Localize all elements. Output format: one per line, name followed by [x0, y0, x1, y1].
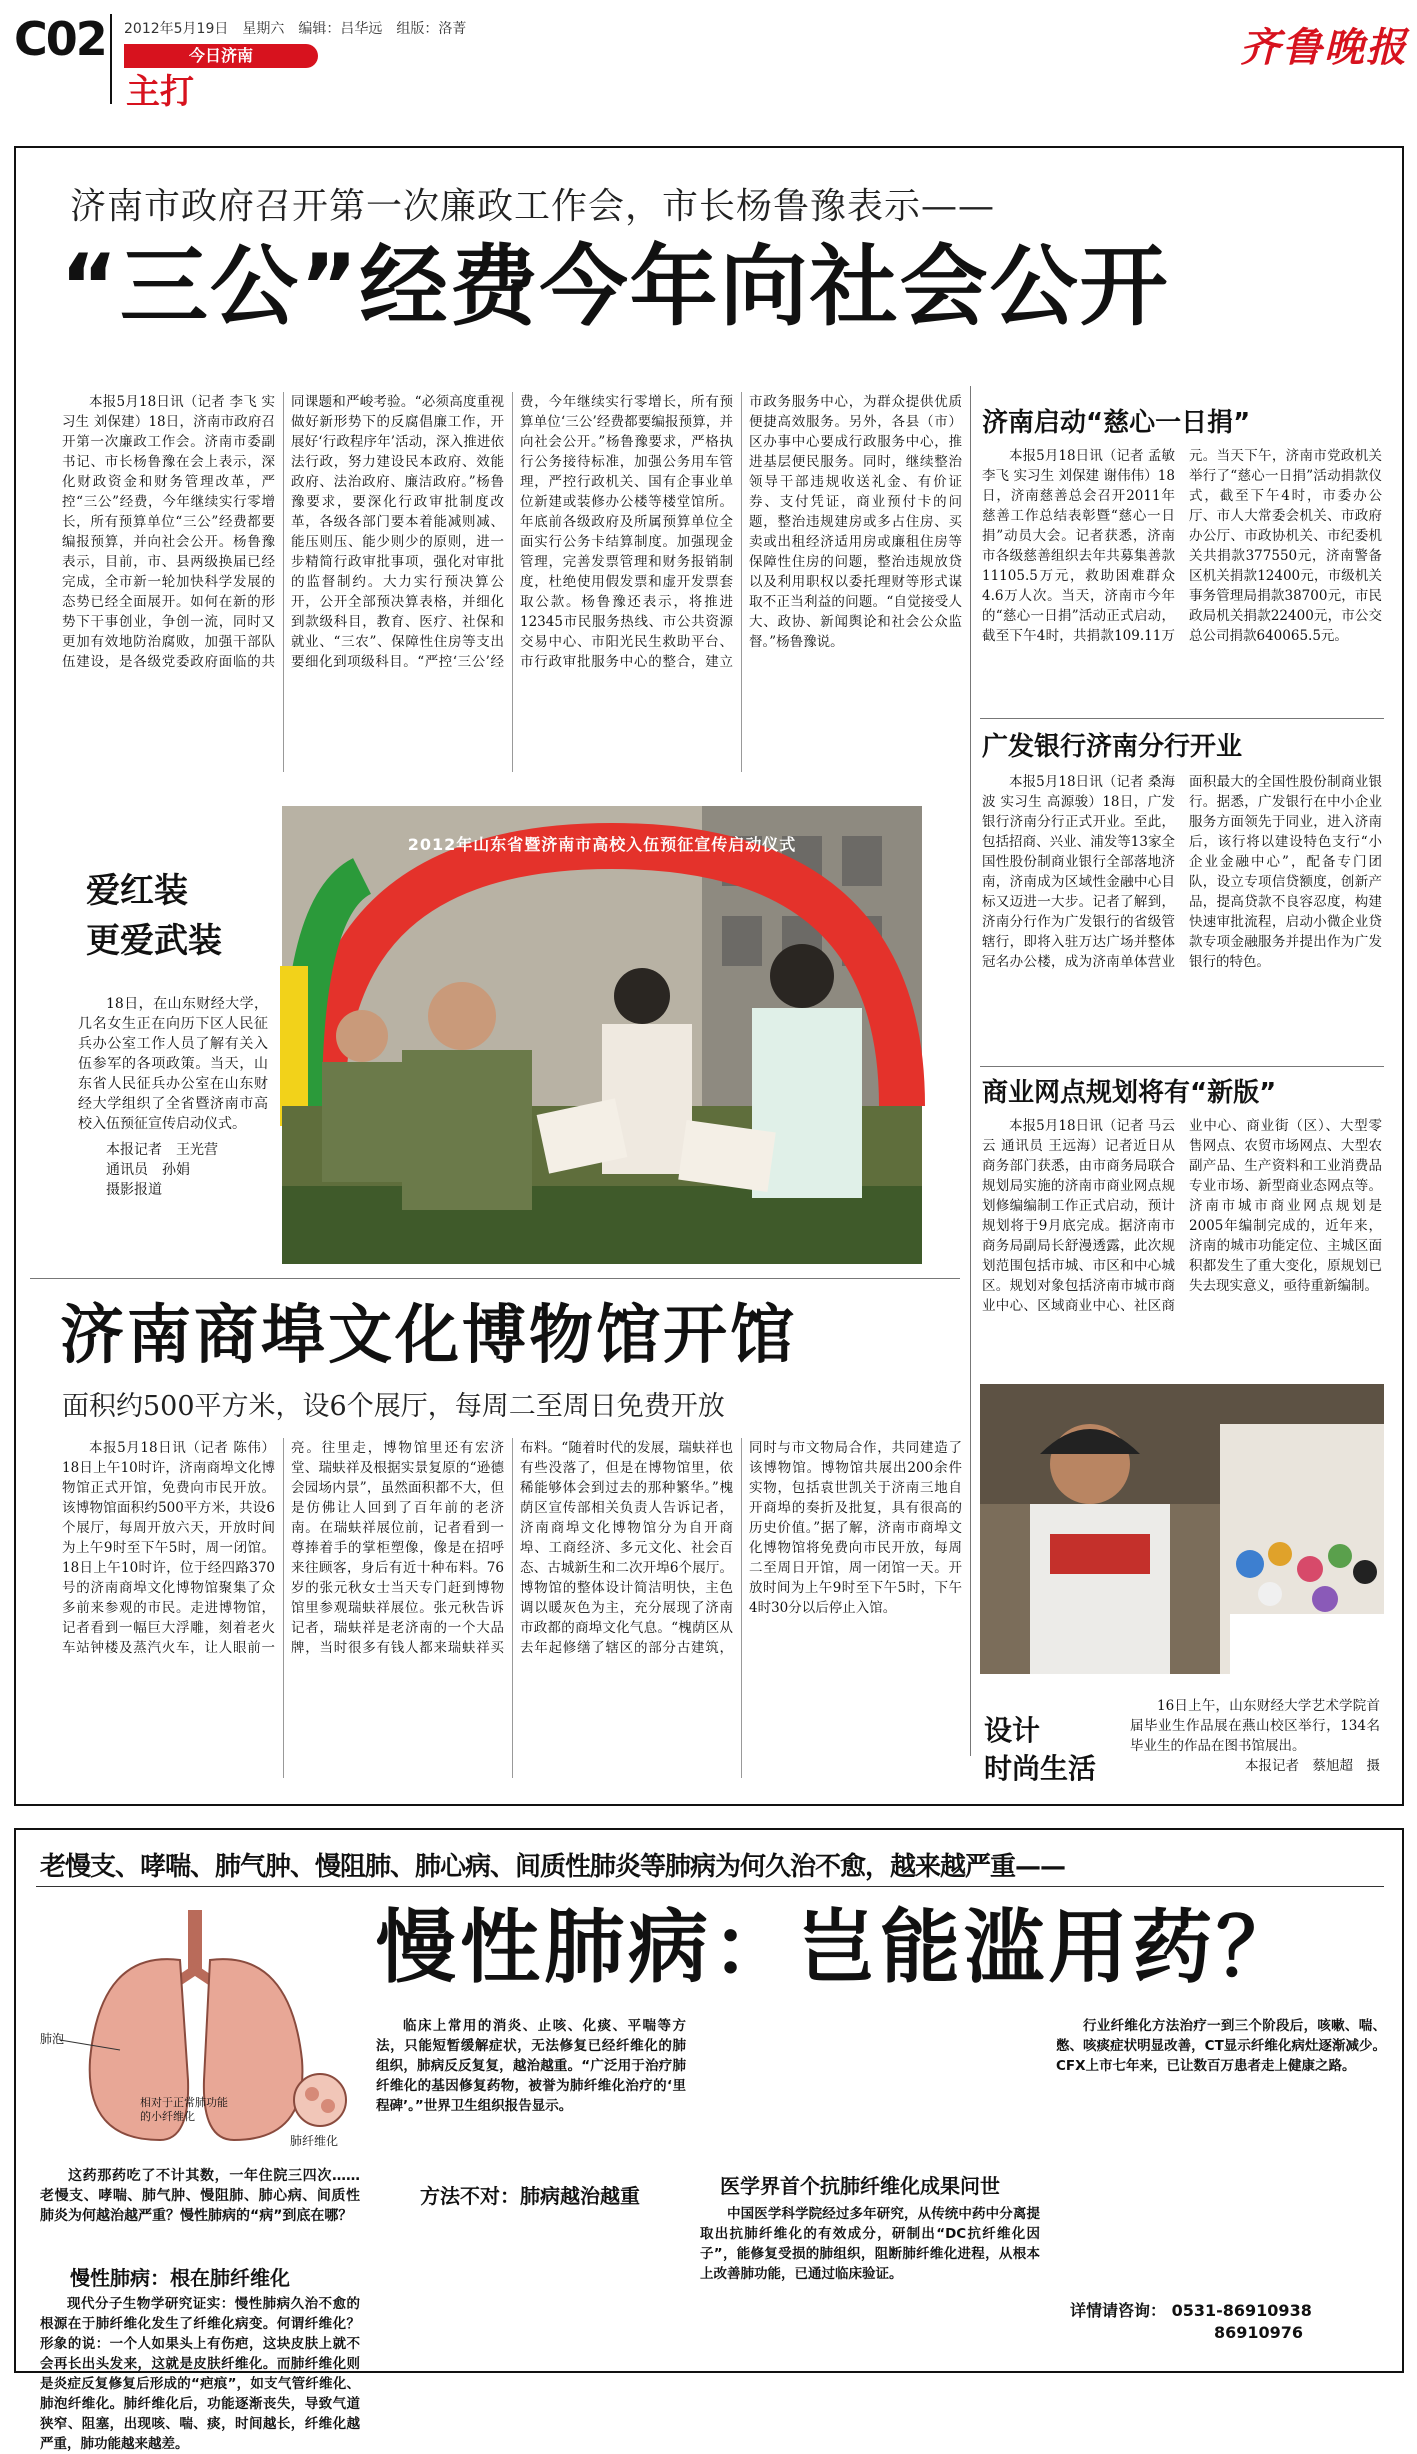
right-column-divider	[970, 386, 971, 1756]
ad-col3	[700, 2204, 1040, 2364]
header-meta: 2012年5月19日 星期六 编辑：吕华远 组版：洛菁	[124, 21, 467, 37]
brief-divider-1	[980, 718, 1384, 719]
photo1-caption-text: 18日，在山东财经大学，几名女生正在向历下区人民征兵办公室工作人员了解有关入伍参军的各项政策。当天，山东省人民征兵办公室在山东财经大学组织了全省暨济南市高校入伍预征宣传启动仪式。	[78, 996, 268, 1132]
ad-lead	[40, 2166, 360, 2226]
diagram-label-alveoli: 肺泡	[40, 2032, 65, 2046]
recruitment-photo	[282, 806, 922, 1264]
ad-phone1: 0531-86910938	[1171, 2301, 1312, 2320]
photo2-title-line1: 设计	[984, 1714, 1041, 1747]
recruitment-banner: 2012年山东省暨济南市高校入伍预征宣传启动仪式	[407, 835, 797, 854]
brief2-body-text: 本报5月18日讯（记者 桑海波 实习生 高源骏）18日，广发银行济南分行正式开业。至此，包括招商、兴业、浦发等13家全国性股份制商业银行全部落地济南，济南成为区域性金融中心目标又迈进一大步。记者了解到，济南分行作为广发银行的省级管辖行，即将入驻万达广场并整体冠名办公楼，成为济南单体营业面积最大的全国性股份制商业银行。据悉，广发银行在中小企业服务方面领先于同业，进入济南后，该行将以建设特色支行“小企业金融中心”，配备专门团队，设立专项信贷额度，创新产品，提高贷款不良容忍度，构建快速审批流程，启动小微企业贷款专项金融服务并提出作为广发银行的特色。	[982, 774, 1382, 970]
museum-body	[62, 1438, 962, 1778]
lead-body-text: 本报5月18日讯（记者 李飞 实习生 刘保建）18日，济南市政府召开第一次廉政工作会。济南市委副书记、市长杨鲁豫在会上表示，深化财政资金和财务管理改革，严控“三公”经费，今年继续实行零增长，所有预算单位“三公”经费都要编报预算，并向社会公开。杨鲁豫表示，目前，市、县两级换届已经完成，全市新一轮加快科学发展的态势已经全面展开。如何在新的形势下干事创业，争创一流，同时又更加有效地防治腐败，加强干部队伍建设，是各级党委政府面临的共同课题和严峻考验。“必须高度重视做好新形势下的反腐倡廉工作，开展好‘行政程序年’活动，深入推进依法行政，努力建设民本政府、效能政府、法治政府、廉洁政府。”杨鲁豫要求，要深化行政审批制度改革，各级各部门要本着能减则减、能压则压、能少则少的原则，进一步精简行政审批事项，强化对审批的监督制约。大力实行预决算公开，公开全部预决算表格，并细化到款级科目，教育、医疗、社保和就业、“三农”、保障性住房等支出要细化到项级科目。“严控‘三公’经费，今年继续实行零增长，所有预算单位‘三公’经费都要编报预算，并向社会公开。”杨鲁豫要求，严格执行公务接待标准，加强公务用车管理，严控行政机关、国有企事业单位新建或装修办公楼等楼堂馆所。年底前各级政府及所属预算单位全面实行公务卡结算制度。加强现金管理，完善发票管理和财务报销制度，杜绝使用假发票和虚开发票套取公款。杨鲁豫还表示，将推进12345市民服务热线、市公共资源交易中心、市阳光民生救助平台、市行政审批服务中心的整合，建立市政务服务中心，为群众提供优质便捷高效服务。另外，各县（市）区办事中心要成行政服务中心，推进基层便民服务。同时，继续整治领导干部违规收送礼金、有价证券、支付凭证，商业预付卡的问题，整治违规建房或多占住房、买卖或出租经济适用房或廉租住房等保障性住房的问题，整治违规放贷以及利用职权以委托理财等形式谋取不正当利益的问题。“自觉接受人大、政协、新闻舆论和社会公众监督。”杨鲁豫说。	[62, 394, 962, 670]
lead-body	[62, 392, 962, 772]
ad-phone-block	[1070, 2300, 1312, 2344]
photo1-credit2: 通讯员 孙娟	[106, 1162, 190, 1178]
ad-col2	[376, 2016, 686, 2166]
lead-headline: “三公”经费今年向社会公开	[60, 235, 1170, 338]
lead-kicker: 济南市政府召开第一次廉政工作会，市长杨鲁豫表示——	[70, 186, 996, 227]
brief2-title: 广发银行济南分行开业	[982, 732, 1243, 762]
ad-sub3: 医学界首个抗肺纤维化成果问世	[720, 2174, 1000, 2198]
ad-headline: 慢性肺病：岂能滥用药？	[376, 1901, 1300, 1994]
exhibition-photo	[980, 1384, 1384, 1674]
diagram-label-fibrosis: 肺纤维化	[290, 2134, 339, 2148]
photo2-caption	[1130, 1696, 1380, 1776]
ad-col1	[40, 2294, 360, 2452]
museum-headline: 济南商埠文化博物馆开馆	[60, 1299, 797, 1373]
photo2-caption-text: 16日上午，山东财经大学艺术学院首届毕业生作品展在燕山校区举行，134名毕业生的作品在图书馆展出。	[1130, 1698, 1380, 1754]
ad-col2-text: 临床上常用的消炎、止咳、化痰、平喘等方法，只能短暂缓解症状，无法修复已经纤维化的肺组织，肺病反反复复，越治越重。“广泛用于治疗肺纤维化的基因修复药物，被誉为肺纤维化治疗的‘里程碑’。”世界卫生组织报告显示。	[376, 2018, 686, 2114]
ad-sub2: 方法不对：肺病越治越重	[420, 2184, 640, 2208]
ad-kicker-rule	[36, 1886, 1384, 1887]
brief1-body-text: 本报5月18日讯（记者 孟敏 李飞 实习生 刘保建 谢伟伟）18日，济南慈善总会召开2011年慈善工作总结表彰暨“慈心一日捐”动员大会。记者获悉，济南市各级慈善组织去年共募集善款11105.5万元，救助困难群众4.6万人次。当天，济南市今年的“慈心一日捐”活动正式启动，截至下午4时，共捐款109.11万元。当天下午，济南市党政机关举行了“慈心一日捐”活动捐款仪式，截至下午4时，市委办公厅、市人大常委会机关、市政府办公厅、市政协机关、市纪委机关共捐款377550元，济南警备区机关捐款12400元，市级机关事务管理局捐款38700元，市民政局机关捐款22400元，市公交总公司捐款640065.5元。	[982, 448, 1382, 644]
brief-divider-2	[980, 1066, 1384, 1067]
brand-logo: 齐鲁晚报	[1240, 24, 1408, 71]
ad-col1-text: 现代分子生物学研究证实：慢性肺病久治不愈的根源在于肺纤维化发生了纤维化病变。何谓纤维化？形象的说：一个人如果头上有伤疤，这块皮肤上就不会再长出头发来，这就是皮肤纤维化。而肺纤维化则是炎症反复修复后形成的“疤痕”，如支气管纤维化、肺泡纤维化。肺纤维化后，功能逐渐丧失，导致气道狭窄、阻塞，出现咳、喘、痰，时间越长，纤维化越严重，肺功能越来越差。	[40, 2296, 360, 2452]
header-divider	[110, 14, 112, 104]
photo1-title-line1: 爱红装	[86, 871, 188, 911]
photo1-credit3: 摄影报道	[106, 1182, 162, 1198]
brief3-title: 商业网点规划将有“新版”	[982, 1078, 1277, 1108]
photo2-title-line2: 时尚生活	[984, 1752, 1097, 1785]
photo1-caption	[78, 994, 268, 1200]
ad-sub1: 慢性肺病：根在肺纤维化	[70, 2266, 290, 2290]
section-tag: 今日济南	[124, 44, 318, 68]
photo1-credit1: 本报记者 王光营	[106, 1142, 218, 1158]
museum-body-text: 本报5月18日讯（记者 陈伟）18日上午10时许，济南商埠文化博物馆正式开馆，免费向市民开放。该博物馆面积约500平方米，共设6个展厅，每周开放六天，开放时间为上午9时至下午5时，周一闭馆。18日上午10时许，位于经四路370号的济南商埠文化博物馆聚集了众多前来参观的市民。走进博物馆，记者看到一幅巨大浮雕，刻着老火车站钟楼及蒸汽火车，让人眼前一亮。往里走，博物馆里还有宏济堂、瑞蚨祥及根据实景复原的“逊德会园场内景”，虽然面积都不大，但是仿佛让人回到了百年前的老济南。在瑞蚨祥展位前，记者看到一尊捧着手的掌柜塑像，像是在招呼来往顾客，身后有近十种布料。76岁的张元秋女士当天专门赶到博物馆里参观瑞蚨祥展位。张元秋告诉记者，瑞蚨祥是老济南的一个大品牌，当时很多有钱人都来瑞蚨祥买布料。“随着时代的发展，瑞蚨祥也有些没落了，但是在博物馆里，依稀能够体会到过去的那种繁华。”槐荫区宣传部相关负责人告诉记者，济南商埠文化博物馆分为自开商埠、工商经济、多元文化、社会百态、古城新生和二次开埠6个展厅。博物馆的整体设计简洁明快，主色调以暖灰色为主，充分展现了济南市政都的商埠文化气息。“槐荫区从去年起修缮了辖区的部分古建筑，同时与市文物局合作，共同建造了该博物馆。博物馆共展出200余件实物，包括袁世凯关于济南三地自开商埠的奏折及批复，具有很高的历史价值。”据了解，济南市商埠文化博物馆将免费向市民开放，每周二至周日开馆，周一闭馆一天。开放时间为上午9时至下午5时，下午4时30分以后停止入馆。	[62, 1440, 962, 1656]
ad-lead-text: 这药那药吃了不计其数，一年住院三四次……老慢支、哮喘、肺气肿、慢阻肺、肺心病、间质性肺炎为何越治越严重？慢性肺病的“病”到底在哪？	[40, 2168, 360, 2224]
ad-phone-label: 详情请咨询：	[1070, 2301, 1167, 2320]
brief1-body	[982, 446, 1382, 710]
brief1-title: 济南启动“慈心一日捐”	[982, 408, 1251, 438]
brief2-body	[982, 772, 1382, 1058]
ad-col4	[1056, 2016, 1386, 2286]
photo1-title	[86, 866, 222, 966]
page-number: C02	[14, 12, 106, 66]
diagram-label-normal: 相对于正常肺功能的小纤维化	[140, 2096, 228, 2123]
museum-subhead: 面积约500平方米，设6个展厅，每周二至周日免费开放	[62, 1391, 725, 1422]
ad-kicker: 老慢支、哮喘、肺气肿、慢阻肺、肺心病、间质性肺炎等肺病为何久治不愈，越来越严重——	[40, 1852, 1066, 1882]
brief3-body-text: 本报5月18日讯（记者 马云云 通讯员 王远海）记者近日从商务部门获悉，由市商务局联合规划局实施的济南市商业网点规划修编编制工作正式启动，预计规划将于9月底完成。据济南市商务局副局长舒漫透露，此次规划范围包括市城、市区和中心城区。规划对象包括济南市城市商业中心、区域商业中心、社区商业中心、商业街（区）、大型零售网点、农贸市场网点、大型农副产品、生产资料和工业消费品专业市场、新型商业态网点等。济南市城市商业网点规划是2005年编制完成的，近年来，济南的城市功能定位、主城区面积都发生了重大变化，原规划已失去现实意义，亟待重新编制。	[982, 1118, 1382, 1314]
ad-col4-text: 行业纤维化方法治疗一到三个阶段后，咳嗽、喘、憋、咳痰症状明显改善，CT显示纤维化病灶逐渐减少。CFX上市七年来，已让数百万患者走上健康之路。	[1056, 2018, 1386, 2074]
photo2-credit: 本报记者 蔡旭超 摄	[1245, 1758, 1380, 1774]
museum-top-rule	[30, 1278, 960, 1279]
exhibition-photo-art	[980, 1384, 1384, 1674]
lung-diagram	[40, 1900, 360, 2160]
brief3-body	[982, 1116, 1382, 1378]
ad-col3-text: 中国医学科学院经过多年研究，从传统中药中分离提取出抗肺纤维化的有效成分，研制出“DC抗纤维化因子”，能修复受损的肺组织，阻断肺纤维化进程，从根本上改善肺功能，已通过临床验证。	[700, 2206, 1040, 2282]
section-name: 主打	[126, 72, 194, 112]
ad-phone2: 86910976	[1214, 2323, 1304, 2342]
photo1-title-line2: 更爱武装	[86, 921, 222, 961]
photo2-title	[984, 1712, 1096, 1788]
recruitment-photo-art	[282, 806, 922, 1264]
